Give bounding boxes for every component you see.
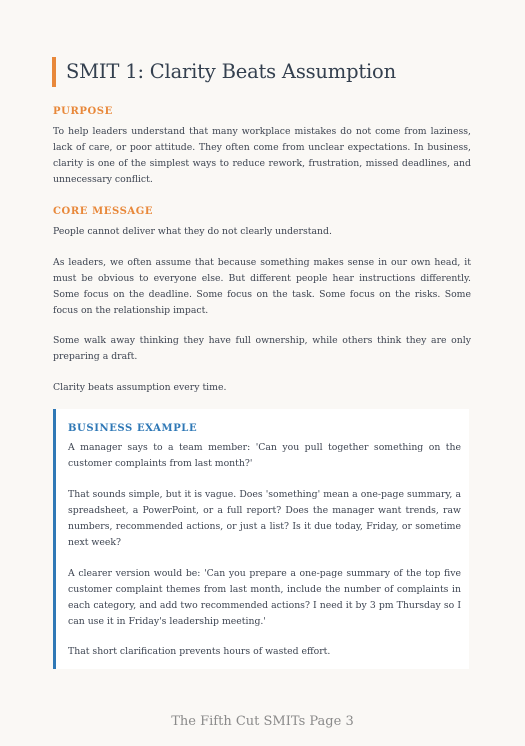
page-title: SMIT 1: Clarity Beats Assumption: [66, 60, 396, 83]
purpose-paragraph: To help leaders understand that many workplace mistakes do not come from laziness, lack of care, or poor attitude. They often come from unclear expectations. In business, clarity is one of the simplest ways to reduce rework, frustration, missed deadlines, and unnecessary conflict.: [53, 126, 471, 185]
core-message-heading: CORE MESSAGE: [53, 206, 154, 217]
business-example-paragraph-2: That sounds simple, but it is vague. Does 'something' mean a one-page summary, a spreadsheet, a PowerPoint, or a full report? Does the manager want trends, raw numbers, recommended actions, or just a list? Is it due today, Friday, or sometime next week?: [68, 489, 461, 548]
purpose-heading: PURPOSE: [53, 106, 113, 117]
title-accent-bar: [52, 57, 396, 87]
business-example-paragraph-1: A manager says to a team member: 'Can you pull together something on the customer complaints from last month?': [68, 442, 461, 469]
page-footer: The Fifth Cut SMITs Page 3: [171, 714, 354, 729]
core-message-paragraph-3: Some walk away thinking they have full ownership, while others think they are only preparing a draft.: [53, 335, 471, 362]
business-example-paragraph-3: A clearer version would be: 'Can you prepare a one-page summary of the top five customer complaint themes from last month, include the number of complaints in each category, and add two recommended actions? I need it by 3 pm Thursday so I can use it in Friday's leadership meeting.': [68, 568, 461, 627]
business-example-paragraph-4: That short clarification prevents hours of wasted effort.: [68, 646, 331, 657]
core-message-paragraph-4: Clarity beats assumption every time.: [53, 382, 227, 393]
business-example-box: [53, 409, 469, 669]
core-message-paragraph-2: As leaders, we often assume that because something makes sense in our own head, it must be obvious to everyone else. But different people hear instructions differently. Some focus on the deadline. Some focus on the task. Some focus on the risks. Some focus on the relationship impact.: [53, 257, 471, 316]
business-example-heading: BUSINESS EXAMPLE: [68, 423, 198, 434]
core-message-paragraph-1: People cannot deliver what they do not clearly understand.: [53, 226, 332, 237]
